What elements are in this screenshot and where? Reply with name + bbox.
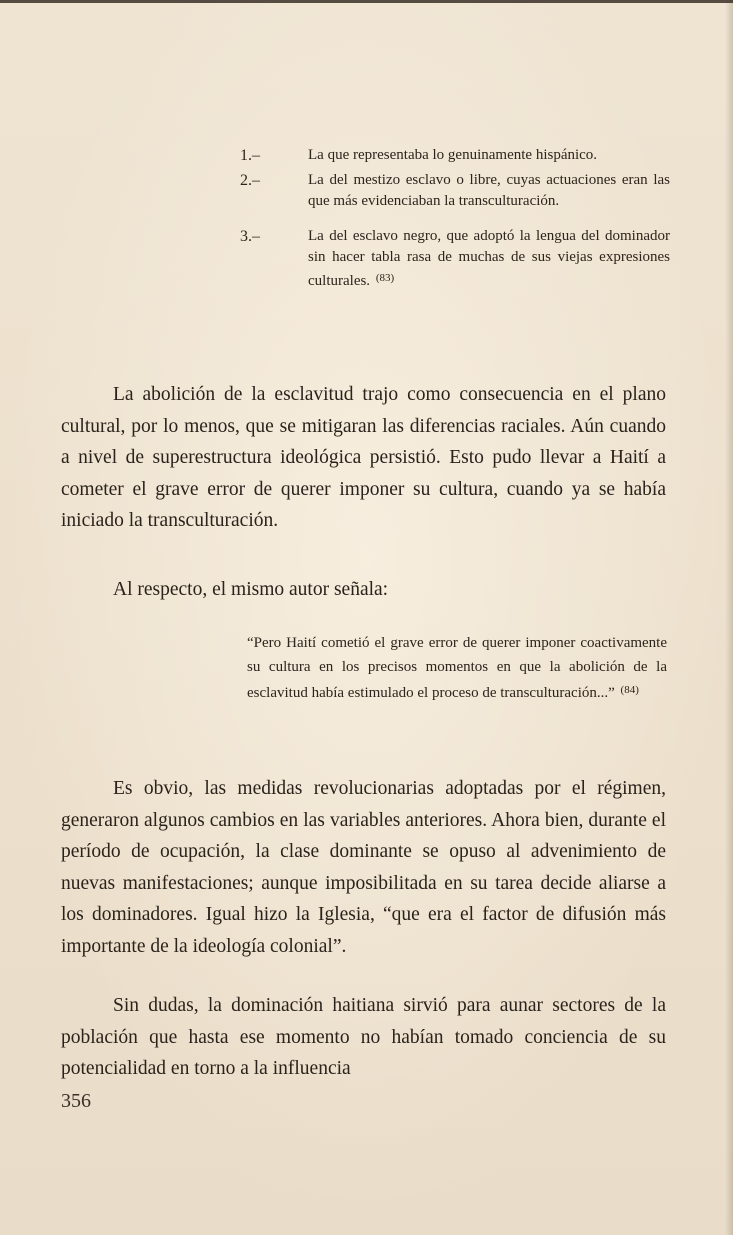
list-item (240, 226, 670, 292)
page-number: 356 (61, 1090, 91, 1112)
body-paragraph: Sin dudas, la dominación haitiana sirvió para aunar sectores de la población que hasta ese momento no habían tomado conciencia de su potencialidad en torno a la influencia (61, 995, 666, 1079)
list-item-number: 2.– (240, 172, 260, 189)
body-paragraph: Es obvio, las medidas revolucionarias adoptadas por el régimen, generaron algunos cambios en las variables anteriores. Ahora bien, durante el período de ocupación, la clase dominante se opuso al advenimiento de nuevas manifestaciones; aunque imposibilitada en su tarea decide aliarse a los dominadores. Igual hizo la Iglesia, “que era el factor de difusión más importante de la ideología colonial”. (61, 778, 666, 957)
block-quote (247, 632, 667, 706)
numbered-list (240, 145, 670, 292)
list-item-text: La del mestizo esclavo o libre, cuyas actuaciones eran las que más evidenciaban la transculturación. (308, 172, 670, 209)
footnote-reference: (83) (375, 272, 395, 284)
list-item (240, 170, 670, 212)
page-right-edge (725, 0, 733, 1235)
list-item-text: La del esclavo negro, que adoptó la lengua del dominador sin hacer tabla rasa de muchas de sus viejas expresiones culturales. $^{(83)}$ (308, 228, 670, 289)
footnote-reference: (84) (620, 684, 639, 697)
list-item-number: 3.– (240, 228, 260, 245)
body-paragraph: Al respecto, el mismo autor señala: (113, 579, 389, 600)
list-item-text: La que representaba lo genuinamente hispánico. (308, 147, 598, 163)
list-item (240, 145, 670, 166)
page-top-edge (0, 0, 733, 3)
list-item-number: 1.– (240, 147, 260, 164)
body-paragraph: La abolición de la esclavitud trajo como consecuencia en el plano cultural, por lo menos, que se mitigaran las diferencias raciales. Aún cuando a nivel de superestructura ideológica persistió. Esto pudo llevar a Haití a cometer el grave error de querer imponer su cultura, cuando ya se había iniciado la transculturación. (61, 384, 666, 531)
quote-text: “Pero Haití cometió el grave error de querer imponer coactivamente su cultura en los precisos momentos en que la abolición de la esclavitud había estimulado el proceso de transculturación...” (247, 635, 667, 702)
